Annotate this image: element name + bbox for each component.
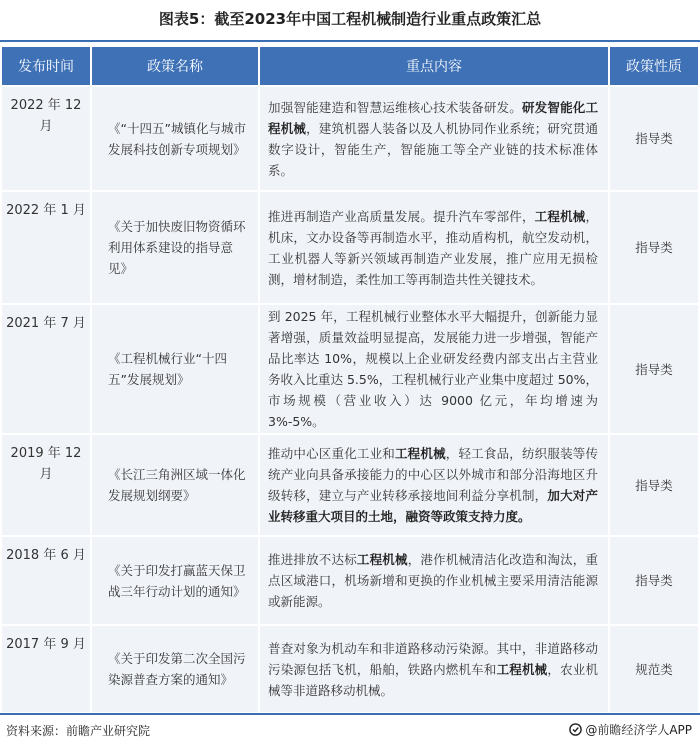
row-time: 2017 年 9 月	[2, 626, 90, 712]
row-time: 2021 年 7 月	[2, 305, 90, 433]
content-text: 普查对象为机动车和非道路移动污染源。其中，非道路移动污染源包括飞机，船舶，铁路内燃机车和	[268, 640, 598, 677]
table-header-row	[2, 47, 698, 85]
content-text: 到 2025 年，工程机械行业整体水平大幅提升，创新能力显著增强，质量效益明显提高，发展能力进一步增强，智能产品比率达 10%，规模以上企业研发经费内部支出占主营业务收入比重达 5.5%，工程机械行业产业集中度超过 50%，市场规模（营业收入）达 9000 亿元，年均增速为 3%-5%。	[268, 309, 598, 429]
row-nature: 规范类	[610, 626, 698, 712]
content-text: ，轻工食品，纺织服装等传统产业向具备承接能力的中心区以外城市和部分沿海地区升级转移，建立与产业转移承接地间利益分享机制，	[268, 446, 598, 503]
row-content	[260, 305, 608, 433]
row-policy-name: 《工程机械行业“十四五”发展规划》	[92, 305, 258, 433]
row-time: 2022 年 12 月	[2, 87, 90, 190]
content-text: ，机床，文办设备等再制造水平，推动盾构机，航空发动机，工业机器人等新兴领域再制造产业发展，推广应用无损检测，增材制造，柔性加工等再制造共性关键技术。	[268, 208, 598, 287]
table-row	[2, 537, 698, 624]
table-row	[2, 435, 698, 535]
row-content	[260, 626, 608, 712]
content-emphasis: 工程机械	[394, 446, 446, 461]
row-policy-name: 《关于印发打赢蓝天保卫战三年行动计划的通知》	[92, 537, 258, 624]
source-note: 资料来源：前瞻产业研究院	[6, 724, 151, 738]
header-nature: 政策性质	[610, 47, 698, 85]
title-divider	[0, 40, 700, 42]
content-emphasis: 加大对产业转移重大项目的土地，融资等政策支持力度。	[268, 488, 598, 524]
row-nature: 指导类	[610, 537, 698, 624]
table-row	[2, 87, 698, 190]
row-nature: 指导类	[610, 305, 698, 433]
content-text: 推进再制造产业高质量发展。提升汽车零部件，	[268, 208, 535, 224]
row-content	[260, 87, 608, 190]
row-content	[260, 537, 608, 624]
content-text: 推进排放不达标	[268, 552, 357, 567]
content-emphasis: 工程机械	[496, 661, 548, 677]
row-time: 2022 年 1 月	[2, 192, 90, 303]
row-nature: 指导类	[610, 192, 698, 303]
row-time: 2018 年 6 月	[2, 537, 90, 624]
footer-divider	[0, 713, 700, 715]
row-nature: 指导类	[610, 435, 698, 535]
content-text: ，建筑机器人装备以及人机协同作业系统；研究贯通数字设计，智能生产，智能施工等全产业链的技术标准体系。	[268, 120, 598, 178]
table-row	[2, 626, 698, 712]
row-policy-name: 《长江三角洲区域一体化发展规划纲要》	[92, 435, 258, 535]
brand-credit	[569, 721, 692, 738]
content-emphasis: 研发智能化工程机械	[268, 99, 598, 136]
header-content: 重点内容	[260, 47, 608, 85]
row-policy-name: 《“十四五”城镇化与城市发展科技创新专项规划》	[92, 87, 258, 190]
content-emphasis: 工程机械	[356, 552, 408, 567]
row-time: 2019 年 12 月	[2, 435, 90, 535]
table-row	[2, 192, 698, 303]
content-text: ，港作机械清洁化改造和淘汰，重点区域港口，机场新增和更换的作业机械主要采用清洁能源或新能源。	[268, 552, 598, 609]
content-text: ，农业机械等非道路移动机械。	[268, 661, 598, 698]
table-row	[2, 305, 698, 433]
content-text: 推动中心区重化工业和	[268, 446, 395, 461]
row-content	[260, 192, 608, 303]
content-emphasis: 工程机械	[534, 208, 586, 224]
row-nature: 指导类	[610, 87, 698, 190]
header-name: 政策名称	[92, 47, 258, 85]
row-content	[260, 435, 608, 535]
header-time: 发布时间	[2, 47, 90, 85]
content-text: 加强智能建造和智慧运维核心技术装备研发。	[268, 99, 522, 115]
qianzhan-logo-icon	[569, 723, 582, 736]
page-title: 图表5：截至2023年中国工程机械制造行业重点政策汇总	[158, 10, 542, 28]
row-policy-name: 《关于印发第二次全国污染源普查方案的通知》	[92, 626, 258, 712]
row-policy-name: 《关于加快废旧物资循环利用体系建设的指导意见》	[92, 192, 258, 303]
brand-label: @前瞻经济学人APP	[585, 723, 692, 737]
policy-table	[0, 45, 700, 714]
